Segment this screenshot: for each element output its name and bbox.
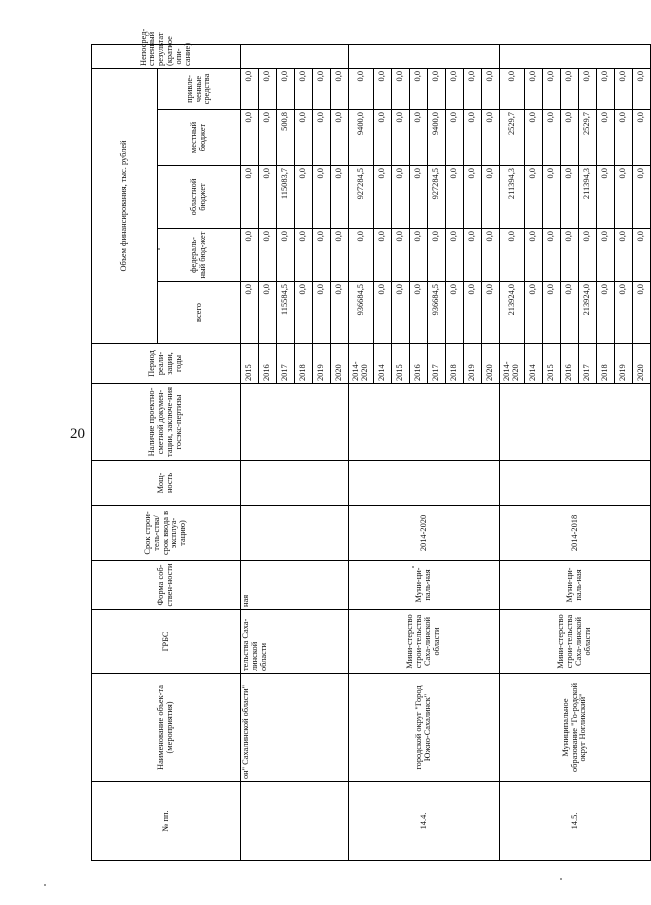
header-row-1 — [92, 44, 158, 860]
cell-local: 0,0 — [313, 110, 331, 166]
cell-other: 0,0 — [597, 68, 615, 109]
cell-other: 0,0 — [464, 68, 482, 109]
cell-docs — [500, 384, 651, 461]
cell-local: 0,0 — [392, 110, 410, 166]
cell-period: 2020 — [633, 344, 651, 384]
cell-other: 0,0 — [295, 68, 313, 109]
cell-other: 0,0 — [500, 68, 525, 109]
cell-local: 0,0 — [543, 110, 561, 166]
scan-speck — [560, 878, 562, 880]
cell-regional: 0,0 — [410, 166, 428, 229]
cell-local: 0,0 — [464, 110, 482, 166]
scan-speck — [412, 566, 414, 568]
cell-total: 213924,0 — [500, 282, 525, 344]
cell-total: 0,0 — [597, 282, 615, 344]
cell-period: 2020 — [482, 344, 500, 384]
cell-period: 2015 — [392, 344, 410, 384]
cell-regional: 211394,3 — [579, 166, 597, 229]
cell-total: 0,0 — [482, 282, 500, 344]
cell-power — [500, 461, 651, 506]
cell-total: 0,0 — [241, 282, 259, 344]
cell-period: 2014-2020 — [349, 344, 374, 384]
cell-other: 0,0 — [313, 68, 331, 109]
cell-local: 0,0 — [295, 110, 313, 166]
cell-docs — [241, 384, 349, 461]
header-period: Период реали-зации, годы — [92, 344, 241, 384]
cell-no — [241, 782, 349, 861]
cell-federal: 0,0 — [446, 229, 464, 282]
cell-total: 0,0 — [615, 282, 633, 344]
cell-regional: 0,0 — [241, 166, 259, 229]
cell-federal: 0,0 — [561, 229, 579, 282]
cell-regional: 0,0 — [561, 166, 579, 229]
cell-period: 2014 — [374, 344, 392, 384]
cell-term: 2014-2020 — [349, 506, 500, 561]
cell-power — [241, 461, 349, 506]
cell-federal: 0,0 — [349, 229, 374, 282]
header-other: привле-ченные средства — [158, 68, 241, 109]
cell-regional: 0,0 — [392, 166, 410, 229]
cell-regional: 927284,5 — [349, 166, 374, 229]
cell-regional: 115083,7 — [277, 166, 295, 229]
cell-total: 0,0 — [331, 282, 349, 344]
header-no: № пп. — [92, 782, 241, 861]
cell-name: городской округ "Город Южно-Сахалинск" — [349, 674, 500, 782]
cell-result — [349, 44, 500, 68]
table-row — [349, 44, 374, 860]
cell-form: ная — [241, 561, 349, 610]
cell-period: 2015 — [241, 344, 259, 384]
cell-local: 0,0 — [525, 110, 543, 166]
cell-local: 0,0 — [482, 110, 500, 166]
cell-federal: 0,0 — [633, 229, 651, 282]
cell-total: 0,0 — [446, 282, 464, 344]
cell-other: 0,0 — [525, 68, 543, 109]
header-grbs: ГРБС — [92, 610, 241, 674]
cell-period: 2017 — [579, 344, 597, 384]
cell-total: 936684,5 — [428, 282, 446, 344]
cell-total: 0,0 — [313, 282, 331, 344]
cell-federal: 0,0 — [525, 229, 543, 282]
cell-total: 115584,5 — [277, 282, 295, 344]
cell-other: 0,0 — [374, 68, 392, 109]
header-funding: Объем финансирования, тыс. рублей — [92, 68, 158, 343]
cell-federal: 0,0 — [277, 229, 295, 282]
cell-power — [349, 461, 500, 506]
cell-federal: 0,0 — [331, 229, 349, 282]
cell-name: Муниципальное образование "Го-родской округ Ногликский" — [500, 674, 651, 782]
cell-docs — [349, 384, 500, 461]
cell-other: 0,0 — [428, 68, 446, 109]
header-docs: Наличие проектно-сметной докумен-тации, заключе-ния госэкс-пертизы — [92, 384, 241, 461]
cell-period: 2017 — [428, 344, 446, 384]
cell-other: 0,0 — [349, 68, 374, 109]
header-federal: федераль-ный бюд-жет — [158, 229, 241, 282]
cell-total: 213924,0 — [579, 282, 597, 344]
cell-regional: 0,0 — [331, 166, 349, 229]
cell-federal: 0,0 — [374, 229, 392, 282]
cell-total: 0,0 — [259, 282, 277, 344]
cell-local: 9400,0 — [428, 110, 446, 166]
header-term: Срок строи-тель-ства/срок ввода в эксплуа-тацию) — [92, 506, 241, 561]
cell-total: 0,0 — [464, 282, 482, 344]
page-number: 20 — [70, 426, 85, 442]
cell-other: 0,0 — [446, 68, 464, 109]
cell-other: 0,0 — [241, 68, 259, 109]
cell-period: 2015 — [543, 344, 561, 384]
rotated-table-frame — [91, 28, 646, 861]
cell-other: 0,0 — [615, 68, 633, 109]
cell-total: 0,0 — [295, 282, 313, 344]
cell-local: 0,0 — [374, 110, 392, 166]
cell-total: 0,0 — [543, 282, 561, 344]
cell-other: 0,0 — [410, 68, 428, 109]
header-form: Форма соб-ствен-ности — [92, 561, 241, 610]
cell-period: 2019 — [615, 344, 633, 384]
cell-regional: 0,0 — [259, 166, 277, 229]
cell-other: 0,0 — [482, 68, 500, 109]
cell-total: 0,0 — [410, 282, 428, 344]
cell-total: 936684,5 — [349, 282, 374, 344]
cell-local: 0,0 — [259, 110, 277, 166]
cell-local: 0,0 — [410, 110, 428, 166]
cell-federal: 0,0 — [543, 229, 561, 282]
cell-regional: 0,0 — [313, 166, 331, 229]
cell-regional: 0,0 — [525, 166, 543, 229]
header-regional: областной бюджет — [158, 166, 241, 229]
header-power: Мощ-ность — [92, 461, 241, 506]
cell-term: 2014-2018 — [500, 506, 651, 561]
cell-local: 9400,0 — [349, 110, 374, 166]
cell-local: 2529,7 — [500, 110, 525, 166]
cell-federal: 0,0 — [392, 229, 410, 282]
cell-grbs: Мини-стерство строи-тельства Саха-линской области — [349, 610, 500, 674]
header-local: местный бюджет — [158, 110, 241, 166]
cell-regional: 0,0 — [597, 166, 615, 229]
cell-total: 0,0 — [374, 282, 392, 344]
cell-regional: 211394,3 — [500, 166, 525, 229]
cell-total: 0,0 — [561, 282, 579, 344]
cell-period: 2018 — [446, 344, 464, 384]
cell-other: 0,0 — [579, 68, 597, 109]
cell-local: 2529,7 — [579, 110, 597, 166]
cell-federal: 0,0 — [464, 229, 482, 282]
cell-local: 0,0 — [331, 110, 349, 166]
table-body — [241, 44, 651, 860]
cell-other: 0,0 — [633, 68, 651, 109]
cell-local: 0,0 — [615, 110, 633, 166]
cell-regional: 0,0 — [446, 166, 464, 229]
cell-total: 0,0 — [392, 282, 410, 344]
cell-period: 2017 — [277, 344, 295, 384]
cell-name: он" Сахалинской области" — [241, 674, 349, 782]
scan-speck — [158, 248, 160, 250]
cell-local: 0,0 — [561, 110, 579, 166]
cell-federal: 0,0 — [597, 229, 615, 282]
cell-federal: 0,0 — [482, 229, 500, 282]
cell-regional: 0,0 — [464, 166, 482, 229]
cell-federal: 0,0 — [259, 229, 277, 282]
cell-no: 14.5. — [500, 782, 651, 861]
cell-other: 0,0 — [543, 68, 561, 109]
cell-period: 2014 — [525, 344, 543, 384]
cell-result — [241, 44, 349, 68]
cell-federal: 0,0 — [615, 229, 633, 282]
cell-period: 2018 — [295, 344, 313, 384]
header-name: Наименование объек-та (мероприятия) — [92, 674, 241, 782]
cell-federal: 0,0 — [241, 229, 259, 282]
cell-federal: 0,0 — [579, 229, 597, 282]
cell-period: 2014-2020 — [500, 344, 525, 384]
table-row — [241, 44, 259, 860]
cell-period: 2019 — [464, 344, 482, 384]
cell-local: 500,8 — [277, 110, 295, 166]
cell-federal: 0,0 — [313, 229, 331, 282]
cell-term — [241, 506, 349, 561]
cell-regional: 0,0 — [374, 166, 392, 229]
scan-speck — [44, 884, 46, 886]
cell-period: 2016 — [561, 344, 579, 384]
cell-other: 0,0 — [561, 68, 579, 109]
cell-form: Муни-ци-паль-ная — [349, 561, 500, 610]
cell-federal: 0,0 — [428, 229, 446, 282]
table-row — [500, 44, 525, 860]
cell-period: 2019 — [313, 344, 331, 384]
cell-form: Муни-ци-паль-ная — [500, 561, 651, 610]
cell-period: 2020 — [331, 344, 349, 384]
header-result: Непосред-ственный результат (краткое опи-сание) — [92, 44, 241, 68]
cell-total: 0,0 — [525, 282, 543, 344]
cell-regional: 0,0 — [482, 166, 500, 229]
cell-federal: 0,0 — [295, 229, 313, 282]
cell-total: 0,0 — [633, 282, 651, 344]
cell-regional: 0,0 — [543, 166, 561, 229]
cell-federal: 0,0 — [410, 229, 428, 282]
cell-grbs: Мини-стерство строи-тельства Саха-линской области — [500, 610, 651, 674]
cell-period: 2016 — [259, 344, 277, 384]
cell-other: 0,0 — [277, 68, 295, 109]
cell-federal: 0,0 — [500, 229, 525, 282]
cell-regional: 0,0 — [615, 166, 633, 229]
cell-result — [500, 44, 651, 68]
header-total: всего — [158, 282, 241, 344]
cell-other: 0,0 — [259, 68, 277, 109]
cell-regional: 0,0 — [633, 166, 651, 229]
cell-regional: 927284,5 — [428, 166, 446, 229]
cell-period: 2018 — [597, 344, 615, 384]
cell-local: 0,0 — [446, 110, 464, 166]
cell-other: 0,0 — [331, 68, 349, 109]
funding-table — [91, 28, 651, 861]
cell-other: 0,0 — [392, 68, 410, 109]
cell-local: 0,0 — [597, 110, 615, 166]
cell-local: 0,0 — [241, 110, 259, 166]
cell-period: 2016 — [410, 344, 428, 384]
cell-no: 14.4. — [349, 782, 500, 861]
cell-regional: 0,0 — [295, 166, 313, 229]
cell-grbs: тельства Саха-линской области — [241, 610, 349, 674]
cell-local: 0,0 — [633, 110, 651, 166]
